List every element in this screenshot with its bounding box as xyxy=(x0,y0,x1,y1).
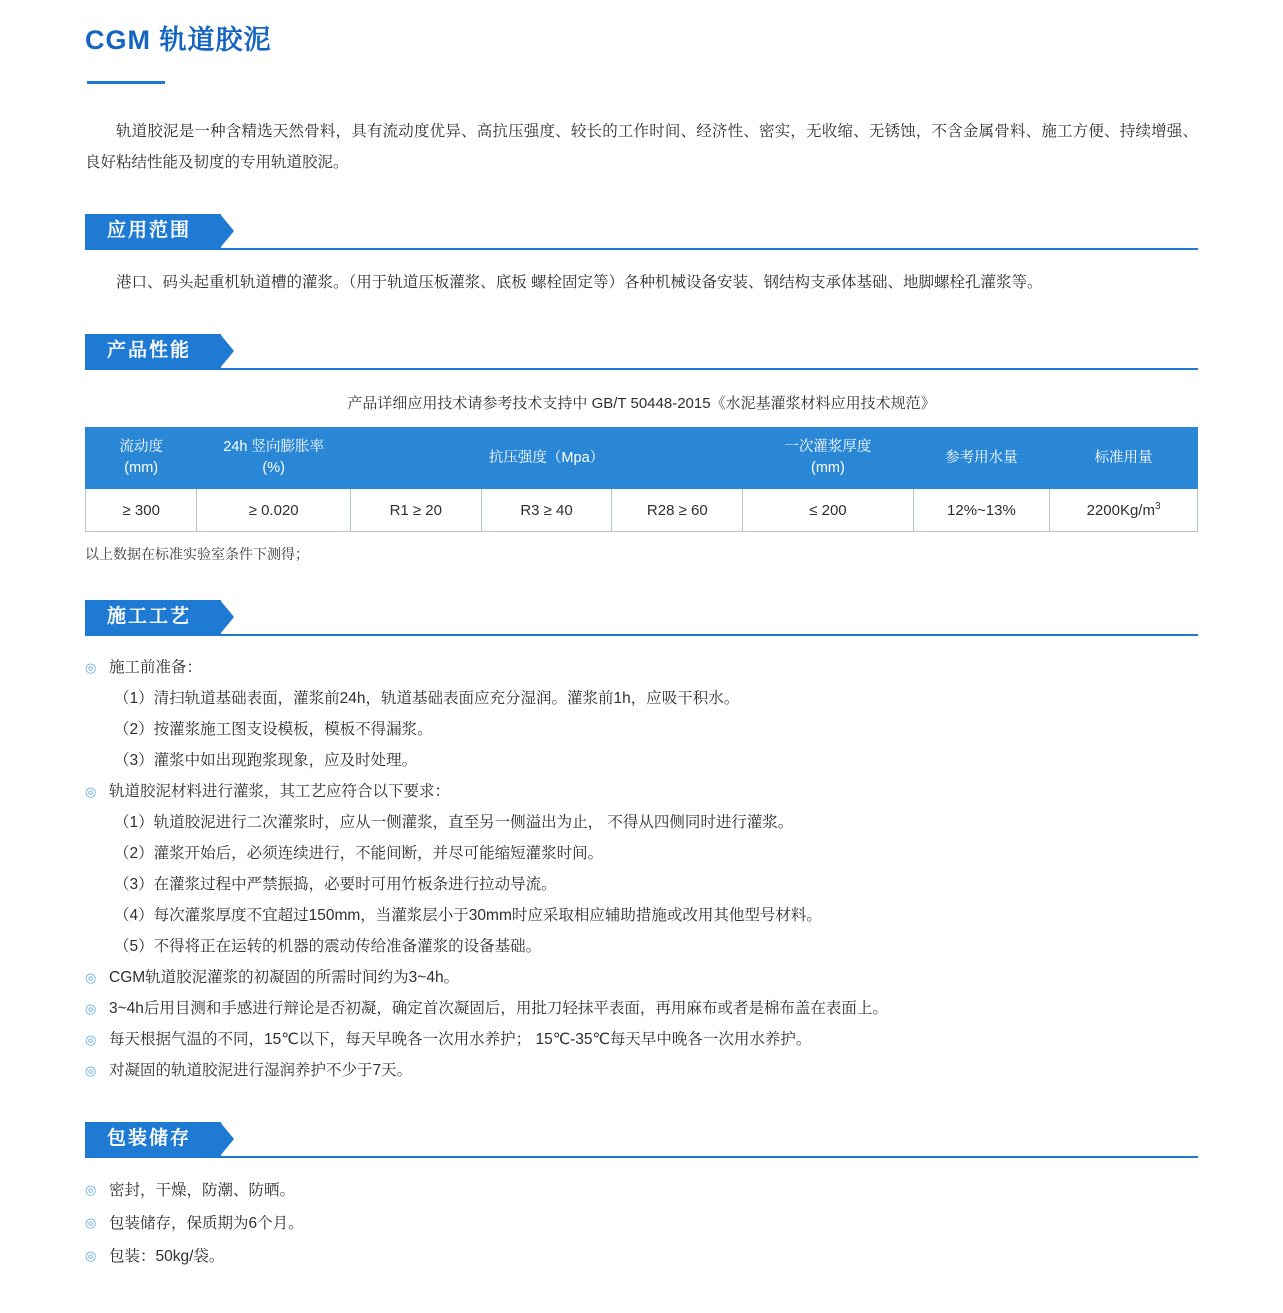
bullet-icon: ◎ xyxy=(85,1063,97,1078)
th-flow-line2: (mm) xyxy=(124,460,159,476)
list-item xyxy=(85,1055,1198,1086)
td-dosage xyxy=(1050,489,1198,532)
list-item-label: （2）按灌浆施工图支设模板，模板不得漏浆。 xyxy=(114,721,433,738)
th-expansion-line2: (%) xyxy=(262,460,285,476)
title-underline xyxy=(87,81,165,84)
section-title-performance: 产品性能 xyxy=(85,334,221,369)
td-thickness: ≤ 200 xyxy=(743,489,914,532)
td-r1: R1 ≥ 20 xyxy=(350,489,481,532)
section-divider-performance xyxy=(85,368,1198,370)
section-divider-application xyxy=(85,248,1198,250)
th-thickness xyxy=(743,428,914,489)
list-item-label: （4）每次灌浆厚度不宜超过150mm，当灌浆层小于30mm时应采取相应辅助措施或改用其他型号材料。 xyxy=(114,907,822,924)
section-title-application: 应用范围 xyxy=(85,214,221,249)
bullet-icon: ◎ xyxy=(85,784,97,799)
section-title-process: 施工工艺 xyxy=(85,600,221,635)
list-item xyxy=(85,1240,1198,1273)
list-item-label: （2）灌浆开始后，必须连续进行，不能间断，并尽可能缩短灌浆时间。 xyxy=(114,845,604,862)
bullet-icon: ◎ xyxy=(85,1215,97,1230)
section-divider-packaging xyxy=(85,1156,1198,1158)
list-item-label: 包装储存，保质期为6个月。 xyxy=(109,1215,304,1232)
bullet-icon: ◎ xyxy=(85,1032,97,1047)
list-item xyxy=(85,962,1198,993)
list-item-label: （3）在灌浆过程中严禁振捣，必要时可用竹板条进行拉动导流。 xyxy=(114,876,557,893)
performance-table xyxy=(85,427,1198,532)
td-flow: ≥ 300 xyxy=(86,489,197,532)
th-flow xyxy=(86,428,197,489)
list-item-label: 施工前准备： xyxy=(109,659,203,676)
td-r3: R3 ≥ 40 xyxy=(481,489,612,532)
td-r28: R28 ≥ 60 xyxy=(612,489,743,532)
list-item xyxy=(85,869,1198,900)
list-item-label: 轨道胶泥材料进行灌浆，其工艺应符合以下要求： xyxy=(109,783,451,800)
list-item xyxy=(85,807,1198,838)
process-list xyxy=(85,652,1198,1086)
list-item xyxy=(85,993,1198,1024)
performance-footnote: 以上数据在标准实验室条件下测得； xyxy=(85,546,309,562)
list-item xyxy=(85,1174,1198,1207)
list-item-label: 3~4h后用目测和手感进行辩论是否初凝，确定首次凝固后，用批刀轻抹平表面，再用麻布或者是棉布盖在表面上。 xyxy=(109,1000,888,1017)
section-header-application xyxy=(85,214,1198,250)
application-text: 港口、码头起重机轨道槽的灌浆。（用于轨道压板灌浆、底板 螺栓固定等）各种机械设备安装、钢结构支承体基础、地脚螺栓孔灌浆等。 xyxy=(116,274,1043,291)
list-item xyxy=(85,1207,1198,1240)
list-item-label: 包装：50kg/袋。 xyxy=(109,1248,225,1265)
bullet-icon: ◎ xyxy=(85,1248,97,1263)
section-header-process xyxy=(85,600,1198,636)
page-title: CGM 轨道胶泥 xyxy=(85,25,272,55)
list-item-label: （1）清扫轨道基础表面，灌浆前24h，轨道基础表面应充分湿润。灌浆前1h，应吸干积水。 xyxy=(114,690,740,707)
table-row xyxy=(86,489,1198,532)
list-item-label: （5）不得将正在运转的机器的震动传给准备灌浆的设备基础。 xyxy=(114,938,542,955)
list-item xyxy=(85,776,1198,807)
list-item-label: （1）轨道胶泥进行二次灌浆时，应从一侧灌浆，直至另一侧溢出为止， 不得从四侧同时进行灌浆。 xyxy=(114,814,794,831)
bullet-icon: ◎ xyxy=(85,660,97,675)
table-header-row xyxy=(86,428,1198,489)
bullet-icon: ◎ xyxy=(85,1182,97,1197)
td-expansion: ≥ 0.020 xyxy=(197,489,350,532)
list-item xyxy=(85,900,1198,931)
section-divider-process xyxy=(85,634,1198,636)
th-expansion-line1: 24h 竖向膨胀率 xyxy=(223,439,325,455)
td-water: 12%~13% xyxy=(913,489,1049,532)
th-water: 参考用水量 xyxy=(913,428,1049,489)
th-thickness-line1: 一次灌浆厚度 xyxy=(784,439,872,455)
list-item-label: 对凝固的轨道胶泥进行湿润养护不少于7天。 xyxy=(109,1062,413,1079)
packaging-list xyxy=(85,1174,1198,1273)
td-dosage-exponent: 3 xyxy=(1154,501,1161,512)
th-strength: 抗压强度（Mpa） xyxy=(350,428,742,489)
list-item-label: （3）灌浆中如出现跑浆现象，应及时处理。 xyxy=(114,752,418,769)
list-item-label: 每天根据气温的不同，15℃以下，每天早晚各一次用水养护； 15℃-35℃每天早中晚各一次用水养护。 xyxy=(109,1031,812,1048)
bullet-icon: ◎ xyxy=(85,1001,97,1016)
section-title-packaging: 包装储存 xyxy=(85,1122,221,1157)
list-item xyxy=(85,714,1198,745)
list-item xyxy=(85,838,1198,869)
th-thickness-line2: (mm) xyxy=(811,460,845,476)
bullet-icon: ◎ xyxy=(85,970,97,985)
intro-paragraph: 轨道胶泥是一种含精选天然骨料，具有流动度优异、高抗压强度、较长的工作时间、经济性、密实，无收缩、无锈蚀，不含金属骨料、施工方便、持续增强、良好粘结性能及韧度的专用轨道胶泥。 xyxy=(85,123,1198,171)
list-item xyxy=(85,745,1198,776)
section-header-packaging xyxy=(85,1122,1198,1158)
list-item xyxy=(85,1024,1198,1055)
section-header-performance xyxy=(85,334,1198,370)
th-flow-line1: 流动度 xyxy=(119,439,163,455)
list-item-label: 密封，干燥，防潮、防晒。 xyxy=(109,1182,296,1199)
performance-note: 产品详细应用技术请参考技术支持中 GB/T 50448-2015《水泥基灌浆材料应用技术规范》 xyxy=(347,395,936,412)
list-item-label: CGM轨道胶泥灌浆的初凝固的所需时间约为3~4h。 xyxy=(109,969,460,986)
list-item xyxy=(85,931,1198,962)
list-item xyxy=(85,652,1198,683)
th-dosage: 标准用量 xyxy=(1050,428,1198,489)
list-item xyxy=(85,683,1198,714)
td-dosage-value: 2200Kg/m xyxy=(1086,502,1155,519)
th-expansion xyxy=(197,428,350,489)
